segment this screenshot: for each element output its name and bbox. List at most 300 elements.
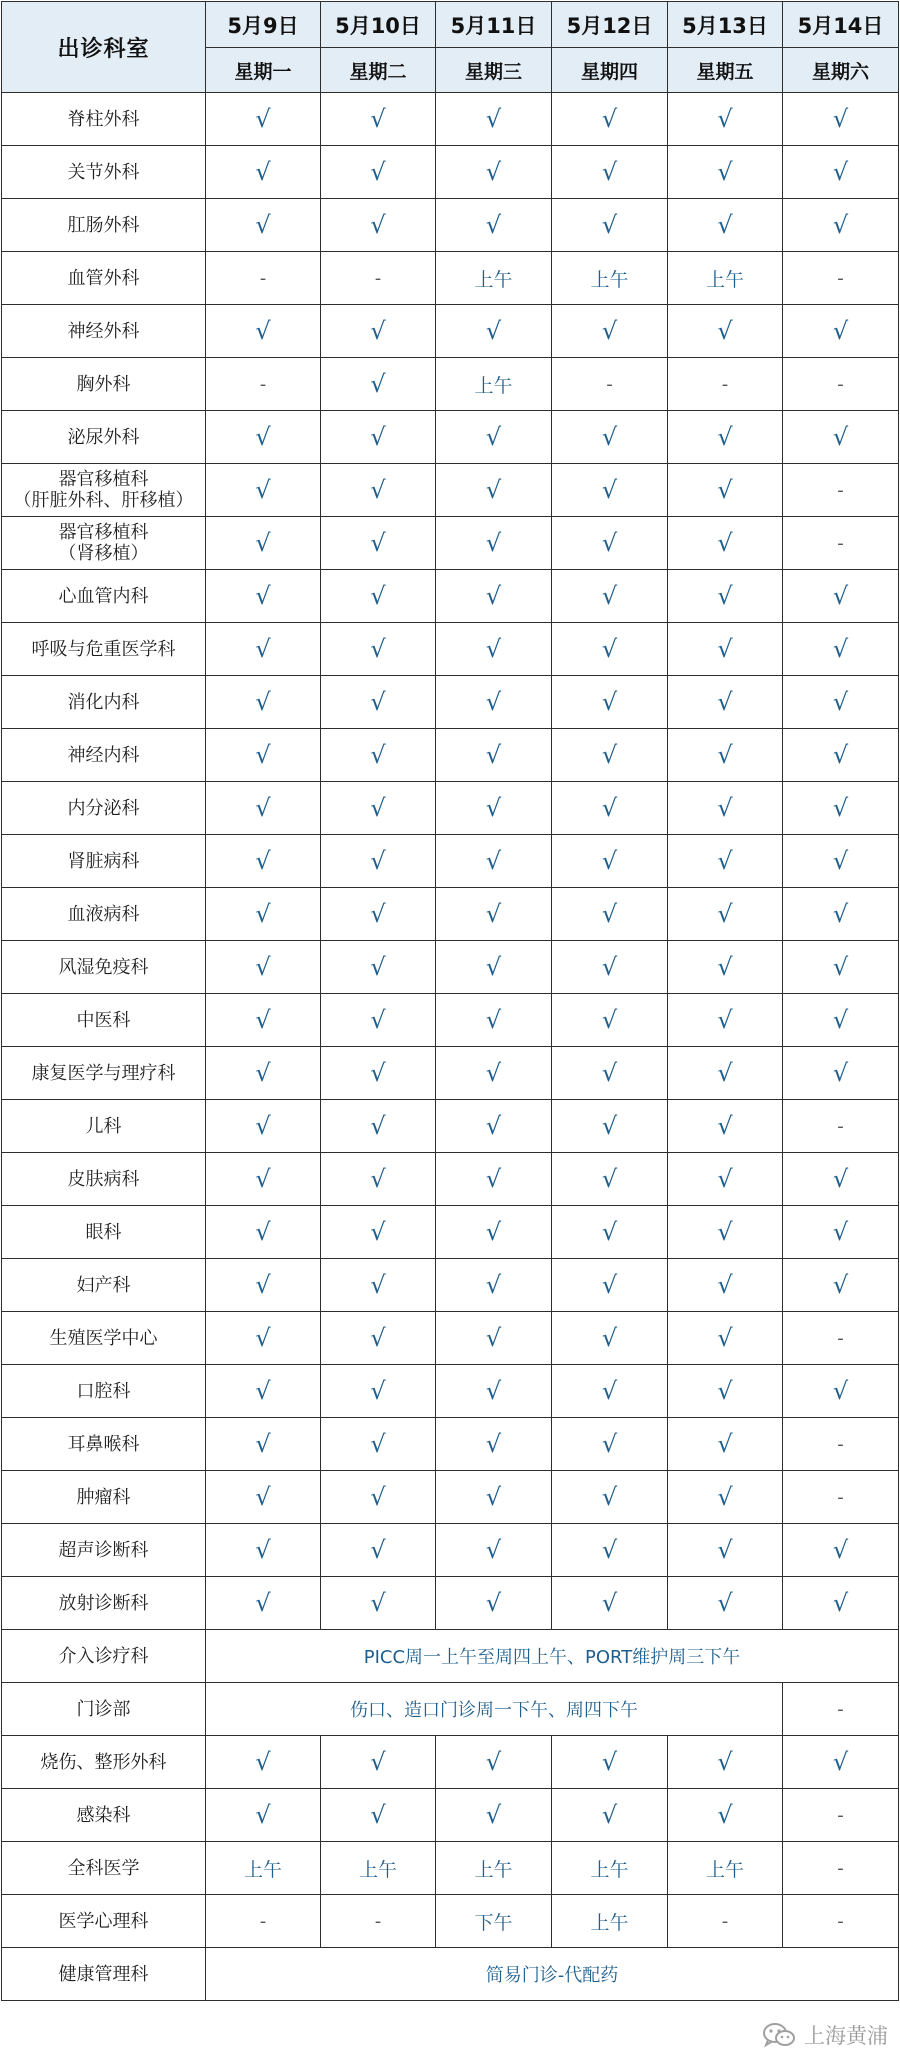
check-mark: √ bbox=[206, 1047, 321, 1100]
check-mark: √ bbox=[552, 464, 668, 517]
no-clinic-dash: - bbox=[321, 252, 436, 305]
check-mark: √ bbox=[668, 146, 783, 199]
department-name bbox=[2, 1948, 206, 2001]
department-name bbox=[2, 570, 206, 623]
check-mark: √ bbox=[321, 729, 436, 782]
check-mark: √ bbox=[436, 517, 552, 570]
check-mark: √ bbox=[321, 1577, 436, 1630]
check-mark: √ bbox=[783, 1365, 899, 1418]
check-mark: √ bbox=[783, 623, 899, 676]
no-clinic-dash: - bbox=[783, 1100, 899, 1153]
check-mark: √ bbox=[552, 676, 668, 729]
department-name-line: 器官移植科 bbox=[58, 469, 149, 490]
table-row bbox=[2, 1206, 899, 1259]
table-row bbox=[2, 1153, 899, 1206]
check-mark: √ bbox=[552, 994, 668, 1047]
department-name-line: 内分泌科 bbox=[67, 797, 140, 819]
check-mark: √ bbox=[436, 1524, 552, 1577]
check-mark: √ bbox=[783, 199, 899, 252]
department-name bbox=[2, 782, 206, 835]
check-mark: √ bbox=[321, 941, 436, 994]
table-row bbox=[2, 252, 899, 305]
table-row bbox=[2, 835, 899, 888]
check-mark: √ bbox=[668, 888, 783, 941]
department-name-line: 肛肠外科 bbox=[67, 214, 140, 236]
department-name-line: 烧伤、整形外科 bbox=[40, 1751, 167, 1773]
department-name-line: 全科医学 bbox=[67, 1857, 140, 1879]
no-clinic-dash: - bbox=[783, 1471, 899, 1524]
check-mark: √ bbox=[321, 676, 436, 729]
check-mark: √ bbox=[321, 623, 436, 676]
check-mark: √ bbox=[321, 1418, 436, 1471]
check-mark: √ bbox=[321, 1100, 436, 1153]
check-mark: √ bbox=[321, 1736, 436, 1789]
department-name bbox=[2, 1100, 206, 1153]
session-cell: 上午 bbox=[436, 358, 552, 411]
check-mark: √ bbox=[552, 729, 668, 782]
check-mark: √ bbox=[321, 994, 436, 1047]
no-clinic-dash: - bbox=[783, 358, 899, 411]
weekday-header: 星期四 bbox=[552, 48, 668, 93]
table-row bbox=[2, 358, 899, 411]
department-name bbox=[2, 1047, 206, 1100]
no-clinic-dash: - bbox=[783, 1418, 899, 1471]
check-mark: √ bbox=[552, 146, 668, 199]
department-name bbox=[2, 1312, 206, 1365]
department-name bbox=[2, 888, 206, 941]
check-mark: √ bbox=[552, 1736, 668, 1789]
check-mark: √ bbox=[206, 570, 321, 623]
table-row bbox=[2, 570, 899, 623]
check-mark: √ bbox=[436, 1047, 552, 1100]
session-cell: 上午 bbox=[552, 1842, 668, 1895]
date-header: 5月9日 bbox=[206, 2, 321, 48]
check-mark: √ bbox=[668, 1577, 783, 1630]
check-mark: √ bbox=[436, 1259, 552, 1312]
department-name-line: 康复医学与理疗科 bbox=[31, 1062, 176, 1084]
check-mark: √ bbox=[552, 199, 668, 252]
table-row bbox=[2, 1630, 899, 1683]
department-name-line: 胸外科 bbox=[76, 373, 131, 395]
check-mark: √ bbox=[436, 1312, 552, 1365]
table-row bbox=[2, 782, 899, 835]
check-mark: √ bbox=[552, 1471, 668, 1524]
table-row bbox=[2, 1736, 899, 1789]
check-mark: √ bbox=[206, 146, 321, 199]
department-name-line: （肾移植） bbox=[58, 543, 149, 564]
check-mark: √ bbox=[783, 1259, 899, 1312]
check-mark: √ bbox=[552, 1418, 668, 1471]
check-mark: √ bbox=[436, 411, 552, 464]
check-mark: √ bbox=[668, 835, 783, 888]
no-clinic-dash: - bbox=[206, 252, 321, 305]
check-mark: √ bbox=[321, 411, 436, 464]
check-mark: √ bbox=[668, 1206, 783, 1259]
table-row bbox=[2, 1789, 899, 1842]
check-mark: √ bbox=[206, 941, 321, 994]
check-mark: √ bbox=[783, 835, 899, 888]
table-row bbox=[2, 199, 899, 252]
check-mark: √ bbox=[321, 93, 436, 146]
check-mark: √ bbox=[206, 1418, 321, 1471]
check-mark: √ bbox=[321, 1471, 436, 1524]
wechat-icon bbox=[762, 2022, 796, 2048]
check-mark: √ bbox=[321, 1206, 436, 1259]
check-mark: √ bbox=[783, 994, 899, 1047]
merged-schedule-note: PICC周一上午至周四上午、PORT维护周三下午 bbox=[206, 1630, 899, 1683]
check-mark: √ bbox=[206, 1206, 321, 1259]
check-mark: √ bbox=[436, 623, 552, 676]
check-mark: √ bbox=[668, 570, 783, 623]
department-name bbox=[2, 1471, 206, 1524]
department-name-line: 肿瘤科 bbox=[76, 1486, 131, 1508]
no-clinic-dash: - bbox=[783, 1842, 899, 1895]
check-mark: √ bbox=[436, 1365, 552, 1418]
session-cell: 上午 bbox=[436, 1842, 552, 1895]
check-mark: √ bbox=[321, 1524, 436, 1577]
check-mark: √ bbox=[783, 1206, 899, 1259]
department-name-line: 器官移植科 bbox=[58, 522, 149, 543]
department-name-line: 肾脏病科 bbox=[67, 850, 140, 872]
check-mark: √ bbox=[206, 1736, 321, 1789]
check-mark: √ bbox=[668, 1153, 783, 1206]
department-name bbox=[2, 1577, 206, 1630]
check-mark: √ bbox=[783, 1047, 899, 1100]
department-name bbox=[2, 1683, 206, 1736]
department-name bbox=[2, 1842, 206, 1895]
department-name bbox=[2, 1418, 206, 1471]
no-clinic-dash: - bbox=[783, 1683, 899, 1736]
department-name bbox=[2, 1630, 206, 1683]
department-name-line: 关节外科 bbox=[67, 161, 140, 183]
check-mark: √ bbox=[436, 305, 552, 358]
check-mark: √ bbox=[436, 1100, 552, 1153]
check-mark: √ bbox=[206, 1577, 321, 1630]
check-mark: √ bbox=[436, 199, 552, 252]
department-name-line: 生殖医学中心 bbox=[49, 1327, 158, 1349]
check-mark: √ bbox=[206, 888, 321, 941]
check-mark: √ bbox=[552, 1153, 668, 1206]
check-mark: √ bbox=[552, 1789, 668, 1842]
no-clinic-dash: - bbox=[783, 1312, 899, 1365]
check-mark: √ bbox=[552, 1524, 668, 1577]
table-row bbox=[2, 623, 899, 676]
check-mark: √ bbox=[783, 305, 899, 358]
table-row bbox=[2, 1100, 899, 1153]
department-name-line: （肝脏外科、肝移植） bbox=[13, 490, 194, 511]
date-header: 5月10日 bbox=[321, 2, 436, 48]
department-name-line: 眼科 bbox=[85, 1221, 122, 1243]
check-mark: √ bbox=[321, 888, 436, 941]
table-row bbox=[2, 93, 899, 146]
department-column-header: 出诊科室 bbox=[2, 2, 206, 93]
check-mark: √ bbox=[436, 1206, 552, 1259]
check-mark: √ bbox=[668, 411, 783, 464]
department-name-line: 中医科 bbox=[76, 1009, 131, 1031]
watermark-text: 上海黄浦 bbox=[804, 2024, 888, 2048]
check-mark: √ bbox=[783, 93, 899, 146]
table-row bbox=[2, 1842, 899, 1895]
no-clinic-dash: - bbox=[668, 358, 783, 411]
merged-schedule-note: 简易门诊-代配药 bbox=[206, 1948, 899, 2001]
check-mark: √ bbox=[321, 464, 436, 517]
department-name-line: 风湿免疫科 bbox=[58, 956, 149, 978]
check-mark: √ bbox=[552, 1577, 668, 1630]
no-clinic-dash: - bbox=[783, 1789, 899, 1842]
check-mark: √ bbox=[668, 1365, 783, 1418]
table-row bbox=[2, 1683, 899, 1736]
check-mark: √ bbox=[668, 1524, 783, 1577]
department-name bbox=[2, 994, 206, 1047]
check-mark: √ bbox=[206, 517, 321, 570]
check-mark: √ bbox=[668, 729, 783, 782]
table-row bbox=[2, 1948, 899, 2001]
check-mark: √ bbox=[206, 835, 321, 888]
check-mark: √ bbox=[321, 146, 436, 199]
check-mark: √ bbox=[552, 305, 668, 358]
check-mark: √ bbox=[321, 305, 436, 358]
check-mark: √ bbox=[783, 411, 899, 464]
check-mark: √ bbox=[436, 729, 552, 782]
check-mark: √ bbox=[668, 199, 783, 252]
department-name-line: 医学心理科 bbox=[58, 1910, 149, 1932]
check-mark: √ bbox=[783, 729, 899, 782]
no-clinic-dash: - bbox=[206, 358, 321, 411]
check-mark: √ bbox=[206, 1153, 321, 1206]
table-row bbox=[2, 411, 899, 464]
table-row bbox=[2, 994, 899, 1047]
check-mark: √ bbox=[436, 1736, 552, 1789]
department-name-line: 儿科 bbox=[85, 1115, 122, 1137]
table-row bbox=[2, 1259, 899, 1312]
check-mark: √ bbox=[321, 358, 436, 411]
check-mark: √ bbox=[321, 1259, 436, 1312]
session-cell: 上午 bbox=[552, 1895, 668, 1948]
check-mark: √ bbox=[436, 1789, 552, 1842]
check-mark: √ bbox=[321, 1365, 436, 1418]
check-mark: √ bbox=[206, 623, 321, 676]
session-cell: 上午 bbox=[552, 252, 668, 305]
date-header: 5月11日 bbox=[436, 2, 552, 48]
department-name bbox=[2, 93, 206, 146]
check-mark: √ bbox=[783, 570, 899, 623]
department-name bbox=[2, 1895, 206, 1948]
weekday-header: 星期二 bbox=[321, 48, 436, 93]
check-mark: √ bbox=[783, 676, 899, 729]
check-mark: √ bbox=[321, 199, 436, 252]
check-mark: √ bbox=[552, 570, 668, 623]
check-mark: √ bbox=[436, 1153, 552, 1206]
check-mark: √ bbox=[206, 1100, 321, 1153]
department-name-line: 神经内科 bbox=[67, 744, 140, 766]
check-mark: √ bbox=[206, 1789, 321, 1842]
table-row bbox=[2, 1524, 899, 1577]
clinic-schedule-table bbox=[1, 1, 899, 2001]
check-mark: √ bbox=[668, 93, 783, 146]
check-mark: √ bbox=[206, 1312, 321, 1365]
check-mark: √ bbox=[552, 1206, 668, 1259]
check-mark: √ bbox=[321, 517, 436, 570]
department-name bbox=[2, 835, 206, 888]
table-row bbox=[2, 146, 899, 199]
check-mark: √ bbox=[206, 93, 321, 146]
check-mark: √ bbox=[668, 676, 783, 729]
check-mark: √ bbox=[668, 1047, 783, 1100]
department-name bbox=[2, 1789, 206, 1842]
department-name-line: 血液病科 bbox=[67, 903, 140, 925]
weekday-header: 星期六 bbox=[783, 48, 899, 93]
department-name-line: 呼吸与危重医学科 bbox=[31, 638, 176, 660]
department-name-line: 健康管理科 bbox=[58, 1963, 149, 1985]
check-mark: √ bbox=[552, 888, 668, 941]
table-row bbox=[2, 1418, 899, 1471]
check-mark: √ bbox=[321, 1789, 436, 1842]
table-row bbox=[2, 1577, 899, 1630]
no-clinic-dash: - bbox=[552, 358, 668, 411]
department-name-line: 介入诊疗科 bbox=[58, 1645, 149, 1667]
department-name bbox=[2, 517, 206, 570]
weekday-header: 星期三 bbox=[436, 48, 552, 93]
department-name-line: 脊柱外科 bbox=[67, 108, 140, 130]
department-name-line: 心血管内科 bbox=[58, 585, 149, 607]
session-cell: 上午 bbox=[321, 1842, 436, 1895]
department-name bbox=[2, 1365, 206, 1418]
table-row bbox=[2, 1471, 899, 1524]
department-name-line: 血管外科 bbox=[67, 267, 140, 289]
check-mark: √ bbox=[206, 1524, 321, 1577]
department-name bbox=[2, 1206, 206, 1259]
department-name bbox=[2, 199, 206, 252]
department-name bbox=[2, 411, 206, 464]
no-clinic-dash: - bbox=[783, 252, 899, 305]
table-row bbox=[2, 517, 899, 570]
check-mark: √ bbox=[206, 305, 321, 358]
check-mark: √ bbox=[668, 1312, 783, 1365]
check-mark: √ bbox=[436, 570, 552, 623]
check-mark: √ bbox=[668, 994, 783, 1047]
session-cell: 上午 bbox=[436, 252, 552, 305]
department-name-line: 神经外科 bbox=[67, 320, 140, 342]
check-mark: √ bbox=[783, 1736, 899, 1789]
session-cell: 下午 bbox=[436, 1895, 552, 1948]
department-name bbox=[2, 729, 206, 782]
check-mark: √ bbox=[321, 570, 436, 623]
check-mark: √ bbox=[436, 1577, 552, 1630]
check-mark: √ bbox=[321, 1153, 436, 1206]
check-mark: √ bbox=[321, 1312, 436, 1365]
check-mark: √ bbox=[668, 1736, 783, 1789]
department-name-line: 泌尿外科 bbox=[67, 426, 140, 448]
check-mark: √ bbox=[552, 835, 668, 888]
department-name-line: 妇产科 bbox=[76, 1274, 131, 1296]
table-row bbox=[2, 1312, 899, 1365]
table-row bbox=[2, 941, 899, 994]
department-name-line: 耳鼻喉科 bbox=[67, 1433, 140, 1455]
check-mark: √ bbox=[668, 782, 783, 835]
check-mark: √ bbox=[206, 994, 321, 1047]
check-mark: √ bbox=[668, 517, 783, 570]
weekday-header: 星期五 bbox=[668, 48, 783, 93]
no-clinic-dash: - bbox=[783, 517, 899, 570]
check-mark: √ bbox=[783, 782, 899, 835]
department-name bbox=[2, 1736, 206, 1789]
schedule-body bbox=[2, 2, 899, 2001]
check-mark: √ bbox=[783, 1153, 899, 1206]
check-mark: √ bbox=[668, 1789, 783, 1842]
check-mark: √ bbox=[206, 782, 321, 835]
department-name bbox=[2, 305, 206, 358]
check-mark: √ bbox=[668, 464, 783, 517]
check-mark: √ bbox=[436, 1418, 552, 1471]
check-mark: √ bbox=[206, 1259, 321, 1312]
table-row bbox=[2, 1365, 899, 1418]
date-header: 5月13日 bbox=[668, 2, 783, 48]
department-name-line: 消化内科 bbox=[67, 691, 140, 713]
check-mark: √ bbox=[552, 1312, 668, 1365]
department-name bbox=[2, 941, 206, 994]
check-mark: √ bbox=[552, 941, 668, 994]
check-mark: √ bbox=[436, 93, 552, 146]
check-mark: √ bbox=[552, 411, 668, 464]
session-cell: 上午 bbox=[668, 1842, 783, 1895]
check-mark: √ bbox=[552, 1100, 668, 1153]
check-mark: √ bbox=[668, 623, 783, 676]
check-mark: √ bbox=[668, 1471, 783, 1524]
check-mark: √ bbox=[321, 1047, 436, 1100]
department-name-line: 放射诊断科 bbox=[58, 1592, 149, 1614]
check-mark: √ bbox=[206, 729, 321, 782]
check-mark: √ bbox=[552, 1259, 668, 1312]
check-mark: √ bbox=[436, 888, 552, 941]
check-mark: √ bbox=[552, 93, 668, 146]
department-name-line: 超声诊断科 bbox=[58, 1539, 149, 1561]
check-mark: √ bbox=[552, 623, 668, 676]
weekday-header: 星期一 bbox=[206, 48, 321, 93]
session-cell: 上午 bbox=[206, 1842, 321, 1895]
department-name bbox=[2, 358, 206, 411]
merged-schedule-note: 伤口、造口门诊周一下午、周四下午 bbox=[206, 1683, 783, 1736]
check-mark: √ bbox=[436, 835, 552, 888]
check-mark: √ bbox=[783, 1577, 899, 1630]
session-cell: 上午 bbox=[668, 252, 783, 305]
check-mark: √ bbox=[206, 676, 321, 729]
no-clinic-dash: - bbox=[668, 1895, 783, 1948]
check-mark: √ bbox=[436, 146, 552, 199]
no-clinic-dash: - bbox=[783, 1895, 899, 1948]
check-mark: √ bbox=[436, 994, 552, 1047]
department-name-line: 口腔科 bbox=[76, 1380, 131, 1402]
date-header: 5月14日 bbox=[783, 2, 899, 48]
check-mark: √ bbox=[436, 941, 552, 994]
check-mark: √ bbox=[668, 1100, 783, 1153]
check-mark: √ bbox=[321, 835, 436, 888]
header-date-row bbox=[2, 2, 899, 48]
check-mark: √ bbox=[552, 782, 668, 835]
date-header: 5月12日 bbox=[552, 2, 668, 48]
table-row bbox=[2, 305, 899, 358]
check-mark: √ bbox=[668, 305, 783, 358]
department-name bbox=[2, 464, 206, 517]
check-mark: √ bbox=[668, 1418, 783, 1471]
check-mark: √ bbox=[206, 411, 321, 464]
check-mark: √ bbox=[436, 676, 552, 729]
check-mark: √ bbox=[783, 888, 899, 941]
watermark bbox=[762, 2018, 888, 2052]
check-mark: √ bbox=[552, 1365, 668, 1418]
department-name bbox=[2, 146, 206, 199]
department-name bbox=[2, 1524, 206, 1577]
check-mark: √ bbox=[206, 1365, 321, 1418]
